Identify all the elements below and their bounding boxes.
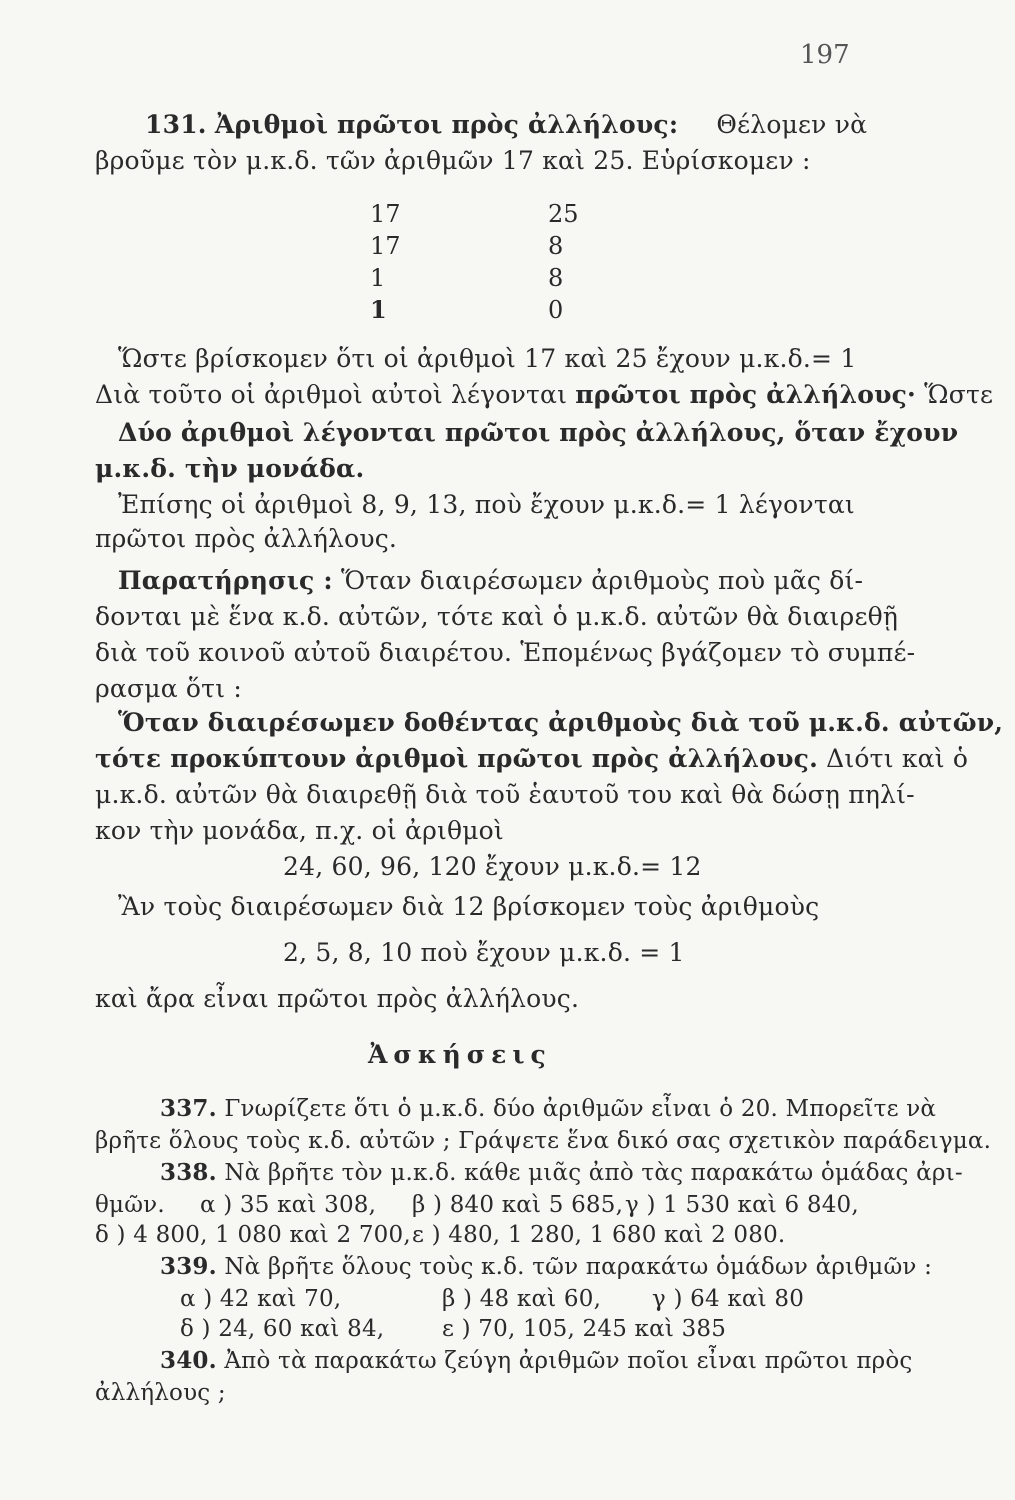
paragraph-line: Ἐπίσης οἱ ἀριθμοὶ 8, 9, 13, ποὺ ἔχουν μ.κ.δ.= 1 λέγονται xyxy=(118,490,855,519)
text-run: Ὅταν διαιρέσωμεν ἀριθμοὺς ποὺ μᾶς δί- xyxy=(332,566,864,595)
text-run: Διότι καὶ ὁ xyxy=(818,744,969,773)
euclid-row xyxy=(370,230,600,262)
observation-line: ρασμα ὅτι : xyxy=(95,674,242,703)
exercise-338-item: β ) 840 καὶ 5 685, xyxy=(412,1192,624,1218)
text-run: Ἀπὸ τὰ παρακάτω ζεύγη ἀριθμῶν ποῖοι εἶναι πρῶτοι πρὸς xyxy=(216,1348,913,1374)
exercise-338-item: γ ) 1 530 καὶ 6 840, xyxy=(625,1192,859,1218)
euclid-left: 1 xyxy=(370,295,387,324)
exercise-340-line: ἀλλήλους ; xyxy=(95,1380,226,1406)
observation-line: δονται μὲ ἕνα κ.δ. αὐτῶν, τότε καὶ ὁ μ.κ.δ. αὐτῶν θὰ διαιρεθῇ xyxy=(95,602,899,631)
rule-line xyxy=(95,742,968,776)
observation-line: διὰ τοῦ κοινοῦ αὐτοῦ διαιρέτου. Ἑπομένως βγάζομεν τὸ συμπέ- xyxy=(95,638,916,667)
euclid-row xyxy=(370,198,600,230)
text-run: Γνωρίζετε ὅτι ὁ μ.κ.δ. δύο ἀριθμῶν εἶναι ὁ 20. Μπορεῖτε νὰ xyxy=(216,1096,937,1122)
euclid-right: 8 xyxy=(548,264,564,292)
exercise-number: 339. xyxy=(160,1253,217,1280)
example-line: 24, 60, 96, 120 ἔχουν μ.κ.δ.= 12 xyxy=(283,852,702,881)
section-number: 131. xyxy=(145,110,207,139)
paragraph-line: Ὥστε βρίσκομεν ὅτι οἱ ἀριθμοὶ 17 καὶ 25 ἔχουν μ.κ.δ.= 1 xyxy=(118,344,857,373)
text-run: Διὰ τοῦτο οἱ ἀριθμοὶ αὐτοὶ λέγονται xyxy=(95,380,576,409)
exercise-338-item: ε ) 480, 1 280, 1 680 καὶ 2 080. xyxy=(412,1222,786,1248)
euclid-right: 0 xyxy=(548,296,564,324)
euclid-left: 17 xyxy=(370,232,401,260)
rule-line: μ.κ.δ. αὐτῶν θὰ διαιρεθῇ διὰ τοῦ ἑαυτοῦ του καὶ θὰ δώσῃ πηλί- xyxy=(95,780,915,809)
rule-line: Ὅταν διαιρέσωμεν δοθέντας ἀριθμοὺς διὰ τοῦ μ.κ.δ. αὐτῶν, xyxy=(118,708,1004,737)
euclid-left: 1 xyxy=(370,264,386,292)
exercise-338-line xyxy=(160,1156,963,1190)
exercises-heading: Ἀσκήσεις xyxy=(368,1040,552,1069)
exercise-339-line xyxy=(160,1250,932,1284)
euclid-table xyxy=(370,198,600,326)
definition-line: Δύο ἀριθμοὶ λέγονται πρῶτοι πρὸς ἀλλήλους, ὅταν ἔχουν xyxy=(118,418,959,447)
exercise-number: 338. xyxy=(160,1159,217,1186)
section-title: Ἀριθμοὶ πρῶτοι πρὸς ἀλλήλους: xyxy=(214,110,679,139)
exercise-339-item: γ ) 64 καὶ 80 xyxy=(652,1286,805,1312)
text-run-bold: πρῶτοι πρὸς ἀλλήλους· xyxy=(575,380,916,409)
example-line: Ἂν τοὺς διαιρέσωμεν διὰ 12 βρίσκομεν τοὺς ἀριθμοὺς xyxy=(118,892,820,921)
paragraph-line: πρῶτοι πρὸς ἀλλήλους. xyxy=(95,524,398,553)
exercise-340-line xyxy=(160,1344,913,1378)
example-line: καὶ ἄρα εἶναι πρῶτοι πρὸς ἀλλήλους. xyxy=(95,984,580,1013)
euclid-left: 17 xyxy=(370,200,401,228)
exercise-338-item: α ) 35 καὶ 308, xyxy=(200,1192,377,1218)
exercise-337-line: βρῆτε ὅλους τοὺς κ.δ. αὐτῶν ; Γράψετε ἕνα δικό σας σχετικὸν παράδειγμα. xyxy=(95,1128,992,1154)
section-intro-tail: Θέλομεν νὰ xyxy=(716,110,868,139)
observation-label: Παρατήρησις : xyxy=(118,566,333,595)
text-run-bold: τότε προκύπτουν ἀριθμοὶ πρῶτοι πρὸς ἀλλήλους. xyxy=(95,744,819,773)
euclid-right: 25 xyxy=(548,200,579,228)
page-number: 197 xyxy=(800,40,850,70)
exercise-number: 340. xyxy=(160,1347,217,1374)
text-run: Ὥστε xyxy=(915,380,994,409)
paragraph-line xyxy=(95,378,993,412)
section-heading-line xyxy=(145,108,867,142)
exercise-339-item: ε ) 70, 105, 245 καὶ 385 xyxy=(442,1316,727,1342)
exercise-339-item: α ) 42 καὶ 70, xyxy=(180,1286,342,1312)
euclid-row xyxy=(370,294,600,326)
euclid-row xyxy=(370,262,600,294)
exercise-339-item: δ ) 24, 60 καὶ 84, xyxy=(180,1316,385,1342)
rule-line: κον τὴν μονάδα, π.χ. οἱ ἀριθμοὶ xyxy=(95,816,504,845)
exercise-number: 337. xyxy=(160,1095,217,1122)
exercise-339-item: β ) 48 καὶ 60, xyxy=(442,1286,602,1312)
exercise-338-line: θμῶν. xyxy=(95,1192,165,1218)
observation-line xyxy=(118,564,863,598)
exercise-338-item: δ ) 4 800, 1 080 καὶ 2 700, xyxy=(95,1222,411,1248)
exercise-337-line xyxy=(160,1092,936,1126)
text-run: Νὰ βρῆτε τὸν μ.κ.δ. κάθε μιᾶς ἀπὸ τὰς παρακάτω ὁμάδας ἀρι- xyxy=(216,1160,963,1186)
definition-line: μ.κ.δ. τὴν μονάδα. xyxy=(95,454,365,483)
euclid-right: 8 xyxy=(548,232,564,260)
text-run: Νὰ βρῆτε ὅλους τοὺς κ.δ. τῶν παρακάτω ὁμάδων ἀριθμῶν : xyxy=(216,1254,933,1280)
section-intro-line: βροῦμε τὸν μ.κ.δ. τῶν ἀριθμῶν 17 καὶ 25. Εὑρίσκομεν : xyxy=(95,146,811,175)
example-line: 2, 5, 8, 10 ποὺ ἔχουν μ.κ.δ. = 1 xyxy=(283,938,685,967)
